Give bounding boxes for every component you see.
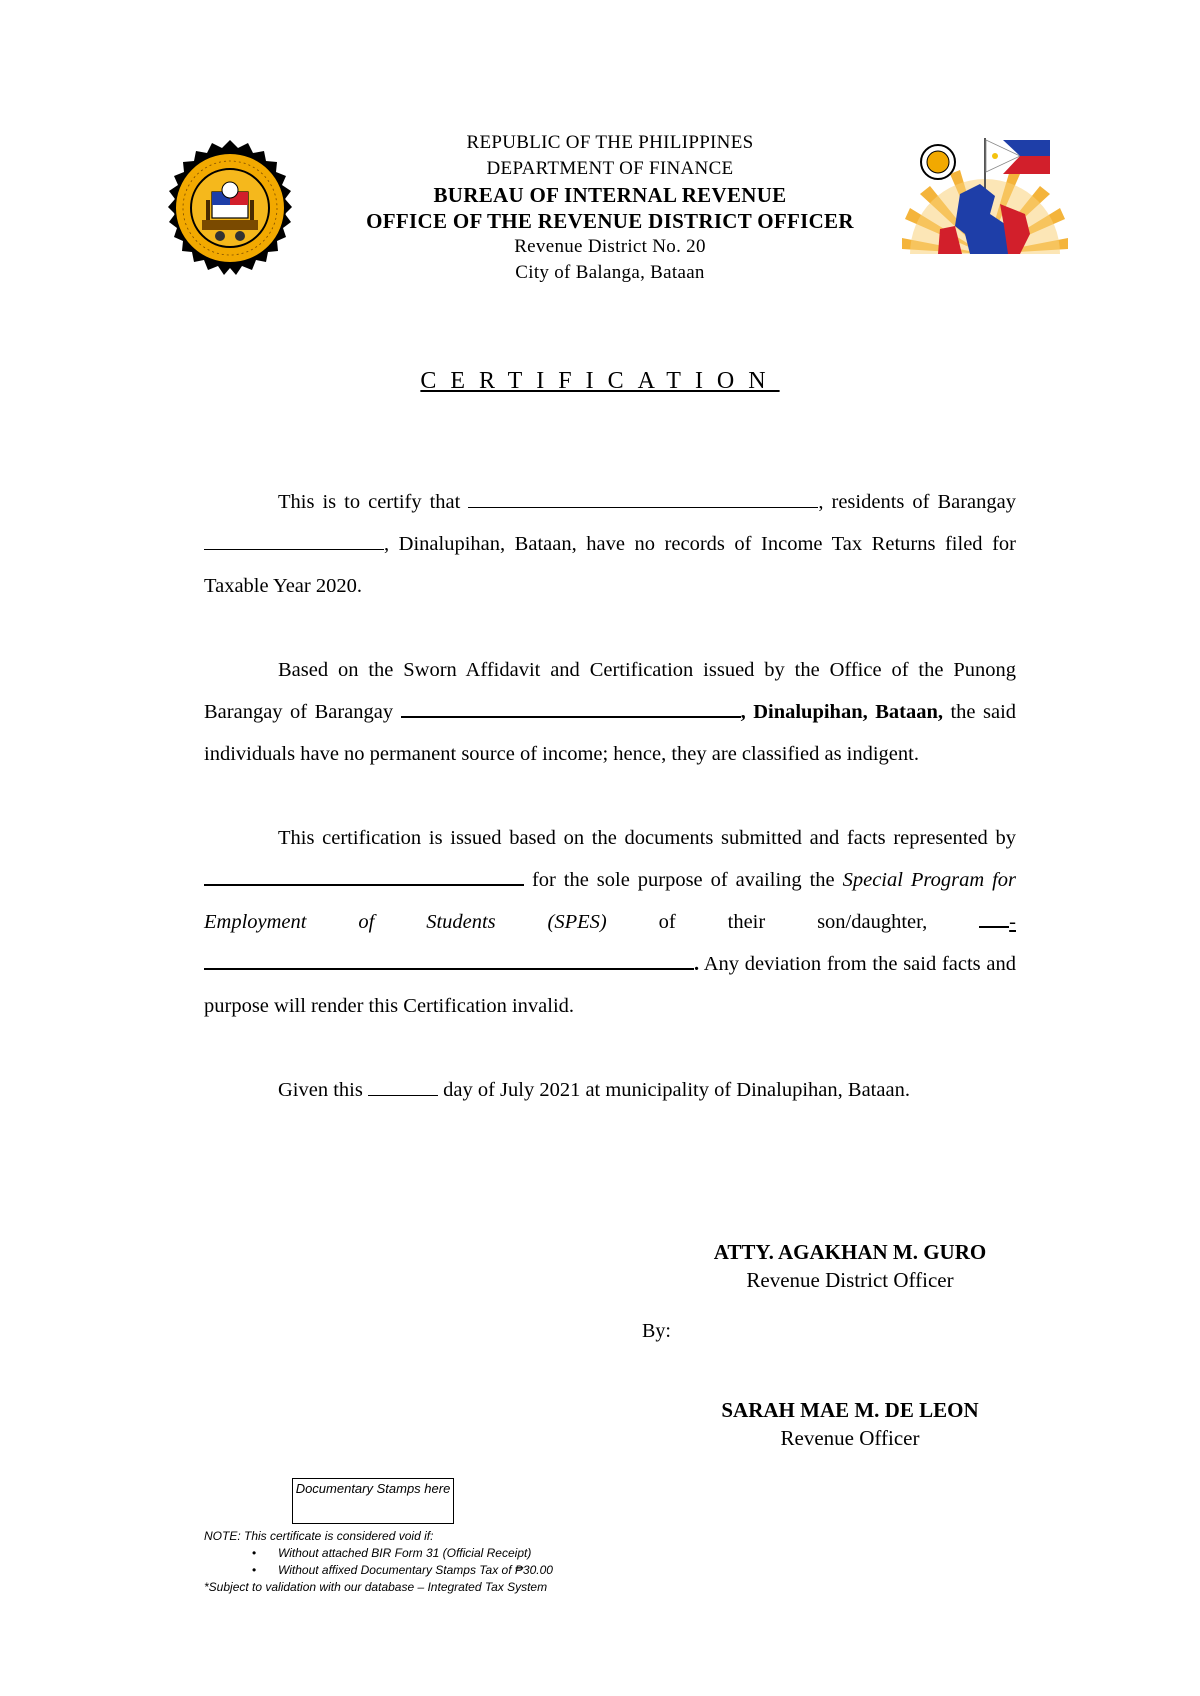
day-blank[interactable] [368,1077,438,1096]
signatory-2-name: SARAH MAE M. DE LEON [721,1398,979,1422]
para3-period: . [694,953,700,975]
represented-by-blank[interactable] [204,866,524,886]
header-city: City of Balanga, Bataan [515,262,705,283]
student-name-blank[interactable] [204,950,694,970]
header-office: OFFICE OF THE REVENUE DISTRICT OFFICER [366,209,854,233]
para2-text-c: the said individuals have no permanent source of income; hence, they are classified as indigent. [204,701,1017,765]
para4-text-b: day of July 2021 at municipality of Dinalupihan, Bataan. [443,1079,910,1101]
student-blank-start[interactable] [979,908,1009,928]
by-label: By: [642,1320,671,1342]
void-note [204,1528,553,1596]
signatory-2-title: Revenue Officer [780,1426,920,1450]
para3-text-d: of their son/daughter, [658,911,928,933]
para2-text-a: Based on the Sworn Affidavit and Certification issued by the Office of the Punong Barangay of Barangay [204,659,1016,723]
spes-program-name: Special Program for Employment of Students (SPES) [204,869,1017,933]
para3-text-b: for the sole purpose of availing the [531,869,835,891]
punong-barangay-blank[interactable] [401,698,741,718]
certificate-body [204,481,1016,1111]
philippine-flag-map-logo-icon [900,134,1070,258]
signatory-rdo [680,1238,1020,1294]
paragraph-3 [204,817,1016,1027]
para1-text-b: , residents of Barangay [818,491,1017,513]
paragraph-4 [204,1069,1016,1111]
para3-dash: - [1009,911,1016,933]
paragraph-1 [204,481,1016,607]
header-bureau: BUREAU OF INTERNAL REVENUE [433,183,787,207]
document-title: CERTIFICATION [420,368,780,394]
note-heading: NOTE: This certificate is considered void if: [204,1529,434,1543]
letterhead [300,130,920,286]
para3-text-a: This certification is issued based on the documents submitted and facts represented by [278,827,1016,849]
para2-text-b: , Dinalupihan, Bataan, [740,701,943,723]
paragraph-2 [204,649,1016,775]
signatory-ro [680,1396,1020,1452]
barangay-blank[interactable] [204,531,384,550]
note-item: • Without affixed Documentary Stamps Tax of ₱30.00 [278,1562,553,1579]
header-district: Revenue District No. 20 [514,236,706,257]
para4-text-a: Given this [278,1079,363,1101]
signatory-1-title: Revenue District Officer [746,1268,954,1292]
header-republic: REPUBLIC OF THE PHILIPPINES [466,132,754,153]
bir-seal-icon [160,140,300,280]
para1-text-a: This is to certify that [278,491,461,513]
para3-text-g: Any deviation from the said facts and purpose will render this Certification invalid. [204,953,1016,1017]
header-department: DEPARTMENT OF FINANCE [486,158,734,179]
note-footer: *Subject to validation with our database – Integrated Tax System [204,1580,548,1594]
note-list [204,1545,553,1579]
signatory-1-name: ATTY. AGAKHAN M. GURO [713,1240,987,1264]
documentary-stamps-box: Documentary Stamps here [292,1478,454,1524]
note-item: • Without attached BIR Form 31 (Official Receipt) [278,1545,553,1562]
para1-text-c: , Dinalupihan, Bataan, have no records of Income Tax Returns filed for Taxable Year 2020. [204,533,1016,597]
name-blank[interactable] [468,489,818,508]
